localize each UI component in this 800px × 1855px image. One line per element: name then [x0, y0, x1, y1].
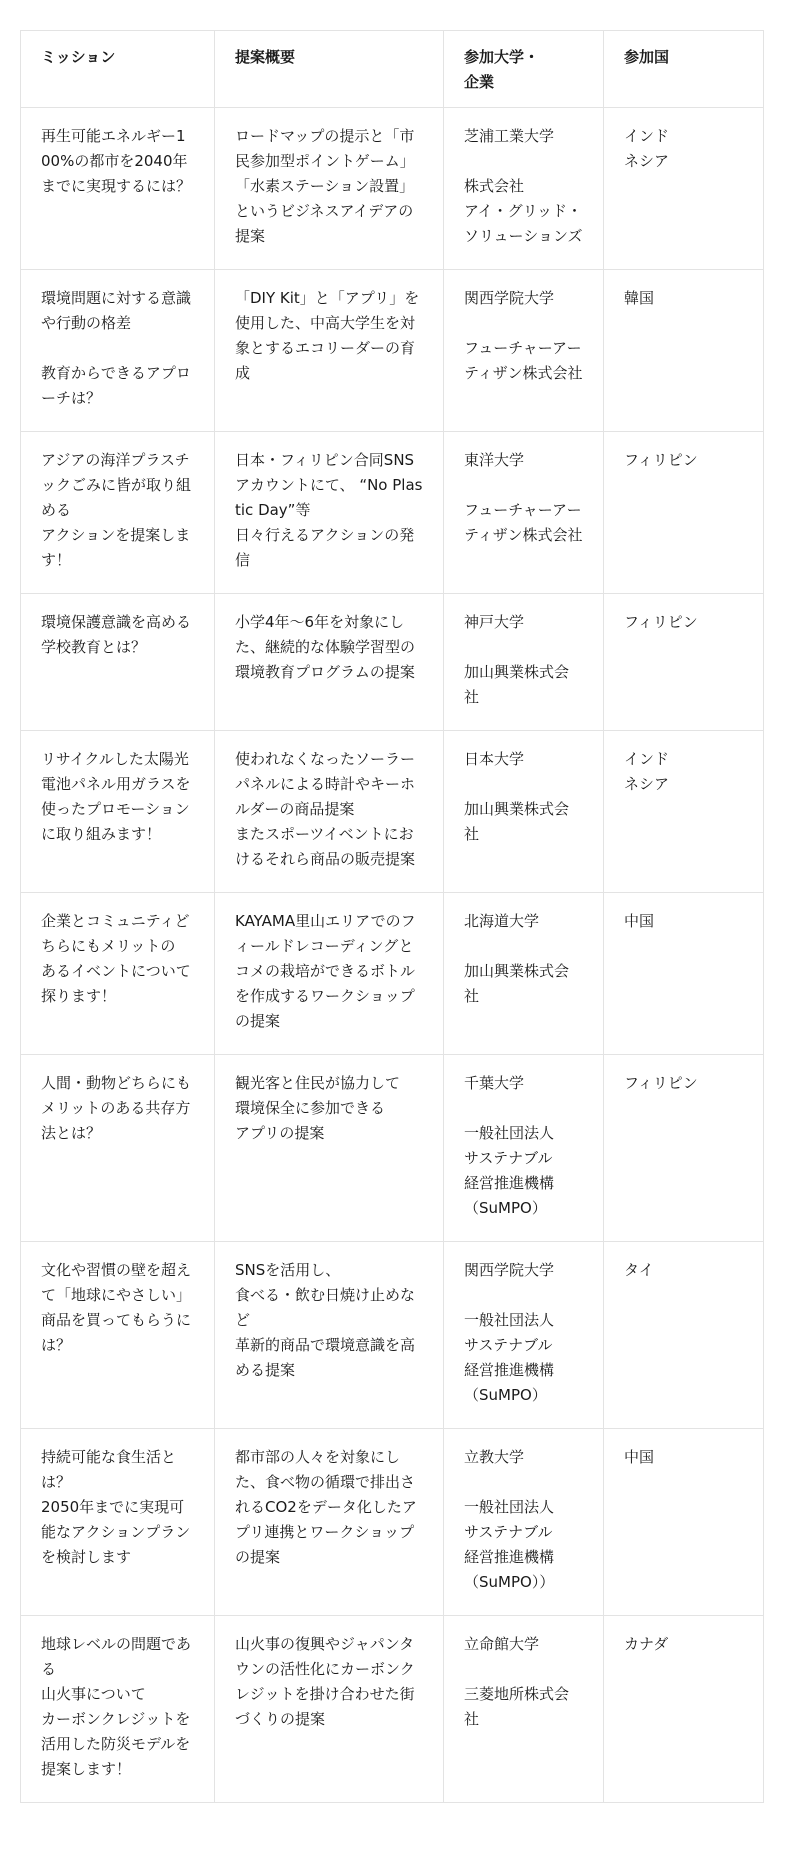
cell-line: 企業とコミュニティどちらにもメリットの — [41, 912, 190, 955]
cell-line: 東洋大学 — [464, 451, 525, 469]
cell-line: アプリの提案 — [235, 1124, 325, 1142]
cell-line: 環境保護意識を高める — [41, 613, 192, 631]
cell-line: （SuMPO）） — [464, 1573, 555, 1591]
cell-mission — [21, 731, 215, 893]
cell-line — [464, 149, 583, 174]
table-body — [21, 108, 764, 1803]
cell-line: 「DIY Kit」と「アプリ」を — [235, 289, 420, 307]
table-row — [21, 1429, 764, 1616]
cell-line: 北海道大学 — [464, 912, 540, 930]
cell-line: ネシア — [624, 775, 670, 793]
cell-summary — [215, 270, 444, 432]
cell-line: 教育からできるアプローチは？ — [41, 364, 191, 407]
cell-country — [604, 1055, 764, 1242]
cell-line: 経営推進機構 — [464, 1361, 555, 1379]
cell-participants — [444, 1429, 604, 1616]
cell-line — [41, 336, 194, 361]
cell-line — [464, 934, 583, 959]
cell-line: 2050年までに実現可能なアクションプランを検討します — [41, 1498, 191, 1566]
cell-line: サステナブル — [464, 1523, 553, 1541]
cell-line: 環境保全に参加できる — [235, 1099, 386, 1117]
cell-mission — [21, 893, 215, 1055]
cell-line: フィリピン — [624, 613, 698, 631]
cell-country — [604, 270, 764, 432]
cell-line: 一般社団法人 — [464, 1311, 555, 1329]
cell-summary — [215, 432, 444, 594]
cell-line: 学校教育とは？ — [41, 638, 147, 656]
cell-line: 使用した、中高大学生を対象とするエコリーダーの育成 — [235, 314, 416, 382]
cell-mission — [21, 108, 215, 270]
cell-line: 提案概要 — [235, 48, 296, 66]
cell-mission — [21, 432, 215, 594]
cell-line: ミッション — [41, 48, 116, 66]
cell-line — [464, 635, 583, 660]
cell-line: またスポーツイベントにおけるそれら商品の販売提案 — [235, 825, 416, 868]
cell-line: 活用した防災モデルを提案します！ — [41, 1735, 191, 1778]
cell-line: 日々行えるアクションの発信 — [235, 526, 415, 569]
cell-line: KAYAMA里山エリアでのフィールドレコーディングとコメの栽培ができるボトルを作成するワークショップの提案 — [235, 912, 416, 1030]
cell-line: メリットのある共存方法とは？ — [41, 1099, 191, 1142]
cell-line: 一般社団法人 — [464, 1498, 555, 1516]
cell-line: アクションを提案します！ — [41, 526, 191, 569]
cell-line: 経営推進機構 — [464, 1548, 555, 1566]
cell-line: （SuMPO） — [464, 1386, 547, 1404]
cell-line: 立教大学 — [464, 1448, 525, 1466]
table-row — [21, 1616, 764, 1803]
cell-summary — [215, 1616, 444, 1803]
cell-line: 探ります！ — [41, 987, 117, 1005]
cell-line: 関西学院大学 — [464, 1261, 555, 1279]
cell-participants — [444, 731, 604, 893]
table-row — [21, 893, 764, 1055]
cell-line: 立命館大学 — [464, 1635, 540, 1653]
cell-line: 山火事の復興やジャパンタウンの活性化にカーボンクレジットを掛け合わせた街づくりの提案 — [235, 1635, 415, 1728]
cell-country — [604, 1242, 764, 1429]
header-mission — [21, 31, 215, 108]
cell-line: 株式会社 — [464, 177, 525, 195]
cell-line: 芝浦工業大学 — [464, 127, 555, 145]
cell-line: フューチャーアーティザン株式会社 — [464, 339, 583, 382]
cell-line: 観光客と住民が協力して — [235, 1074, 401, 1092]
cell-mission — [21, 594, 215, 731]
cell-participants — [444, 108, 604, 270]
cell-line: 関西学院大学 — [464, 289, 555, 307]
cell-line: 参加国 — [624, 48, 670, 66]
cell-summary — [215, 1242, 444, 1429]
cell-line: カーボンクレジットを — [41, 1710, 191, 1728]
table-row — [21, 108, 764, 270]
cell-line: 持続可能な食生活とは？ — [41, 1448, 177, 1491]
cell-line: インド — [624, 750, 670, 768]
cell-line: 中国 — [624, 912, 655, 930]
cell-mission — [21, 1055, 215, 1242]
cell-line: あるイベントについて — [41, 962, 191, 980]
cell-line: 食べる・飲む日焼け止めなど — [235, 1286, 416, 1329]
cell-line: 人間・動物どちらにも — [41, 1074, 192, 1092]
header-participants — [444, 31, 604, 108]
cell-mission — [21, 270, 215, 432]
cell-line: 山火事について — [41, 1685, 146, 1703]
cell-summary — [215, 731, 444, 893]
cell-mission — [21, 1616, 215, 1803]
cell-line: アジアの海洋プラスチックごみに皆が取り組める — [41, 451, 192, 519]
cell-line: 中国 — [624, 1448, 655, 1466]
cell-line — [464, 1096, 583, 1121]
cell-country — [604, 893, 764, 1055]
table-row — [21, 1055, 764, 1242]
cell-summary — [215, 1055, 444, 1242]
cell-participants — [444, 1616, 604, 1803]
cell-line: タイ — [624, 1261, 654, 1279]
cell-summary — [215, 108, 444, 270]
cell-line: ネシア — [624, 152, 670, 170]
cell-line: サステナブル — [464, 1336, 553, 1354]
cell-line: 再生可能エネルギー100%の都市を2040年 — [41, 127, 188, 170]
cell-line: リサイクルした太陽光電池パネル用ガラスを使ったプロモーションに取り組みます！ — [41, 750, 191, 843]
table-row — [21, 270, 764, 432]
cell-line: フューチャーアーティザン株式会社 — [464, 501, 583, 544]
cell-line: 経営推進機構 — [464, 1174, 555, 1192]
cell-line: 地球レベルの問題である — [41, 1635, 192, 1678]
cell-line: 使われなくなったソーラーパネルによる時計やキーホルダーの商品提案 — [235, 750, 416, 818]
cell-line — [464, 1283, 583, 1308]
cell-line: 千葉大学 — [464, 1074, 525, 1092]
header-country — [604, 31, 764, 108]
cell-country — [604, 432, 764, 594]
table-row — [21, 432, 764, 594]
cell-line: 日本・フィリピン合同SNSアカウントにて、 “No Plastic Day”等 — [235, 451, 423, 519]
table-row — [21, 731, 764, 893]
cell-line: 加山興業株式会社 — [464, 800, 570, 843]
cell-mission — [21, 1429, 215, 1616]
cell-mission — [21, 1242, 215, 1429]
cell-line: SNSを活用し、 — [235, 1261, 341, 1279]
cell-line: 三菱地所株式会社 — [464, 1685, 570, 1728]
cell-line: 企業 — [464, 73, 495, 91]
cell-line: ロードマップの提示と「市民参加型ポイントゲーム」「水素ステーション設置」というビジネスアイデアの提案 — [235, 127, 415, 245]
cell-line: 日本大学 — [464, 750, 525, 768]
cell-summary — [215, 893, 444, 1055]
cell-line — [464, 772, 583, 797]
cell-line: 革新的商品で環境意識を高める提案 — [235, 1336, 416, 1379]
header-summary — [215, 31, 444, 108]
cell-country — [604, 731, 764, 893]
header-row — [21, 31, 764, 108]
cell-line: フィリピン — [624, 1074, 698, 1092]
cell-summary — [215, 1429, 444, 1616]
cell-line: （SuMPO） — [464, 1199, 547, 1217]
cell-line: 加山興業株式会社 — [464, 663, 570, 706]
cell-line: 参加大学・ — [464, 48, 540, 66]
cell-participants — [444, 893, 604, 1055]
cell-line: 小学4年〜6年を対象にした、継続的な体験学習型の環境教育プログラムの提案 — [235, 613, 416, 681]
mission-table — [20, 30, 764, 1803]
cell-line: 韓国 — [624, 289, 655, 307]
cell-participants — [444, 1055, 604, 1242]
cell-line: 一般社団法人 — [464, 1124, 555, 1142]
cell-participants — [444, 432, 604, 594]
cell-country — [604, 1616, 764, 1803]
cell-participants — [444, 594, 604, 731]
cell-line: 文化や習慣の壁を超えて「地球にやさしい」商品を買ってもらうには？ — [41, 1261, 192, 1354]
cell-country — [604, 108, 764, 270]
cell-line — [464, 1470, 583, 1495]
cell-line — [464, 1657, 583, 1682]
cell-line: 都市部の人々を対象にした、食べ物の循環で排出されるCO2をデータ化したアプリ連携とワークショップの提案 — [235, 1448, 417, 1566]
cell-line — [464, 473, 583, 498]
cell-line: カナダ — [624, 1635, 669, 1653]
table-row — [21, 594, 764, 731]
mission-table-container — [20, 30, 763, 1803]
cell-line: アイ・グリッド・ソリューションズ — [464, 202, 583, 245]
cell-participants — [444, 1242, 604, 1429]
cell-country — [604, 1429, 764, 1616]
cell-line: サステナブル — [464, 1149, 553, 1167]
table-row — [21, 1242, 764, 1429]
table-header — [21, 31, 764, 108]
cell-line: までに実現するには？ — [41, 177, 192, 195]
cell-country — [604, 594, 764, 731]
cell-line: 神戸大学 — [464, 613, 525, 631]
cell-line: フィリピン — [624, 451, 698, 469]
cell-summary — [215, 594, 444, 731]
cell-line: インド — [624, 127, 670, 145]
cell-line — [464, 311, 583, 336]
cell-line: 環境問題に対する意識や行動の格差 — [41, 289, 192, 332]
cell-line: 加山興業株式会社 — [464, 962, 570, 1005]
cell-participants — [444, 270, 604, 432]
